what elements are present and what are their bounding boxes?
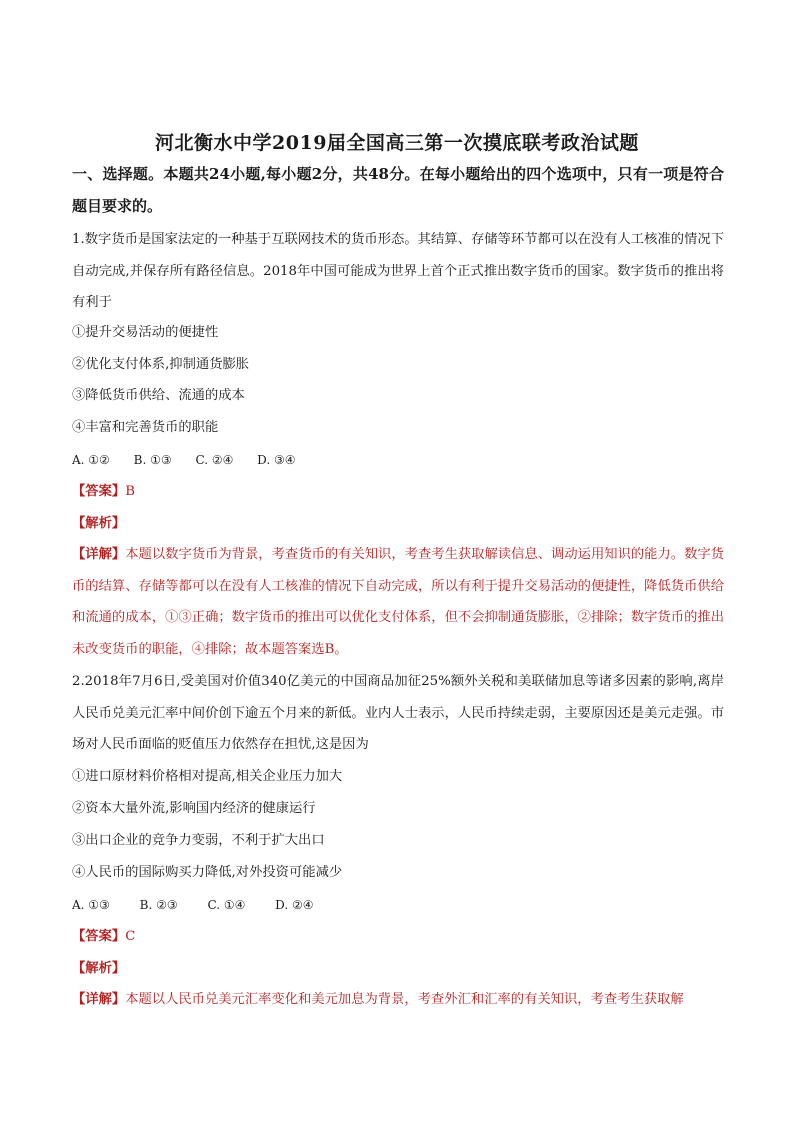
- question-1-item-1: ①提升交易活动的便捷性: [72, 325, 219, 340]
- page-title: 河北衡水中学2019届全国高三第一次摸底联考政治试题: [155, 132, 639, 154]
- detail-text: 本题以人民币兑美元汇率变化和美元加息为背景，考查外汇和汇率的有关知识，考查考生获取解: [125, 992, 684, 1007]
- detail-label: 【详解】: [72, 992, 126, 1007]
- option-a: A. ①②: [72, 453, 110, 467]
- section-heading: 一、选择题。本题共24小题,每小题2分，共48分。在每小题给出的四个选项中，只有一项是符合题目要求的。: [72, 165, 724, 215]
- question-2-item-3: ③出口企业的竞争力变弱，不利于扩大出口: [72, 833, 325, 848]
- question-2-item-4: ④人民币的国际购买力降低,对外投资可能减少: [72, 865, 343, 880]
- question-1-options: [72, 450, 316, 470]
- question-1-analysis-label: 【解析】: [72, 516, 126, 531]
- question-2-analysis-label: 【解析】: [72, 961, 126, 976]
- option-c: C. ②④: [195, 453, 234, 467]
- question-1-item-2: ②优化支付体系,抑制通货膨胀: [72, 357, 250, 372]
- option-d: D. ③④: [257, 453, 296, 467]
- answer-value: C: [125, 929, 136, 944]
- detail-label: 【详解】: [72, 547, 126, 562]
- question-2-detail: [72, 984, 724, 1016]
- answer-label: 【答案】: [72, 929, 126, 944]
- answer-label: 【答案】: [72, 484, 126, 499]
- option-b: B. ①③: [133, 453, 172, 467]
- option-b: B. ②③: [139, 898, 178, 912]
- detail-text: 本题以数字货币为背景，考查货币的有关知识，考查考生获取解读信息、调动运用知识的能力。数字货币的结算、存储等都可以在没有人工核准的情况下自动完成，所以有利于提升交易活动的便捷性，降低货币供给和流通的成本，①③正确；数字货币的推出可以优化支付体系，但不会抑制通货膨胀，②排除；数字货币的推出未改变货币的职能，④排除；故本题答案选B。: [72, 547, 725, 657]
- question-1-stem: 1.数字货币是国家法定的一种基于互联网技术的货币形态。其结算、存储等环节都可以在没有人工核准的情况下自动完成,并保存所有路径信息。2018年中国可能成为世界上首个正式推出数字货币的国家。数字货币的推出将有利于: [72, 232, 724, 310]
- question-2-stem: 2.2018年7月6日,受美国对价值340亿美元的中国商品加征25%额外关税和美联储加息等诸多因素的影响,离岸人民币兑美元汇率中间价创下逾五个月来的新低。业内人士表示，人民币持续走弱，主要原因还是美元走强。市场对人民币面临的贬值压力依然存在担忧,这是因为: [72, 674, 724, 752]
- question-2-options: [72, 895, 340, 915]
- option-d: D. ②④: [275, 898, 314, 912]
- answer-value: B: [125, 484, 135, 499]
- question-2-answer: [72, 927, 135, 947]
- question-1-detail: [72, 539, 724, 665]
- question-2-item-1: ①进口原材料价格相对提高,相关企业压力加大: [72, 769, 343, 784]
- question-1-item-4: ④丰富和完善货币的职能: [72, 420, 219, 435]
- option-a: A. ①③: [72, 898, 110, 912]
- option-c: C. ①④: [207, 898, 246, 912]
- question-2-item-2: ②资本大量外流,影响国内经济的健康运行: [72, 801, 316, 816]
- question-1-item-3: ③降低货币供给、流通的成本: [72, 388, 245, 403]
- question-1-answer: [72, 482, 135, 502]
